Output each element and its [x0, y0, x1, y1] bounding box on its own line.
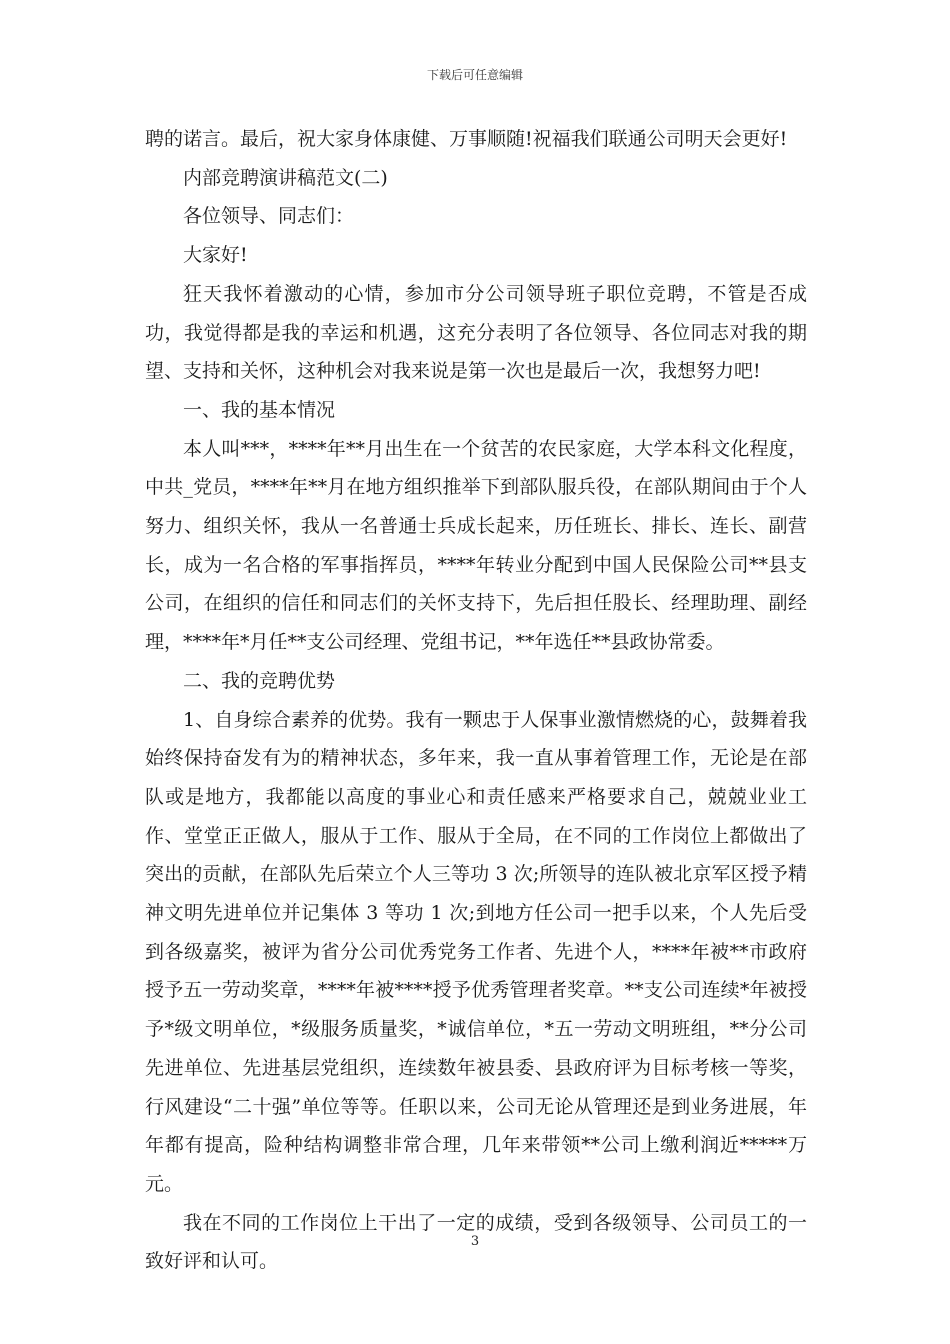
paragraph-conclusion: 我在不同的工作岗位上干出了一定的成绩，受到各级领导、公司员工的一致好评和认可。 [145, 1211, 807, 1273]
heading-basic-info: 一、我的基本情况 [183, 398, 336, 421]
paragraph-basic-info: 本人叫***，****年**月出生在一个贫苦的农民家庭，大学本科文化程度，中共_党员，****年**月在地方组织推举下到部队服兵役，在部队期间由于个人努力、组织关怀，我从一名普通士兵成长起来，历任班长、排长、连长、副营长，成为一名合格的军事指挥员，****年转业分配到中国人民保险公司**县支公司，在组织的信任和同志们的关怀支持下，先后担任股长、经理助理、副经理，****年*月任**支公司经理、党组书记，**年选任**县政协常委。 [145, 437, 807, 654]
greeting: 大家好! [183, 244, 248, 267]
page-header: 下载后可任意编辑 [426, 68, 523, 82]
page-number: 3 [470, 1234, 480, 1249]
document-body [145, 120, 807, 1281]
paragraph-advantage-1: 1、自身综合素养的优势。我有一颗忠于人保事业激情燃烧的心，鼓舞着我始终保持奋发有为的精神状态，多年来，我一直从事着管理工作，无论是在部队或是地方，我都能以高度的事业心和责任感来严格要求自己，兢兢业业工作、堂堂正正做人，服从于工作、服从于全局，在不同的工作岗位上都做出了突出的贡献，在部队先后荣立个人三等功 3 次;所领导的连队被北京军区授予精神文明先进单位并记集体 3 等功 1 次;到地方任公司一把手以来，个人先后受到各级嘉奖，被评为省分公司优秀党务工作者、先进个人，****年被**市政府授予五一劳动奖章，****年被****授予优秀管理者奖章。**支公司连续*年被授予*级文明单位，*级服务质量奖，*诚信单位，*五一劳动文明班组，**分公司先进单位、先进基层党组织，连续数年被县委、县政府评为目标考核一等奖，行风建设“二十强”单位等等。任职以来，公司无论从管理还是到业务进展，年年都有提高，险种结构调整非常合理，几年来带领**公司上缴利润近*****万元。 [145, 708, 807, 1195]
salutation: 各位领导、同志们： [183, 205, 355, 228]
paragraph-continuation: 聘的诺言。最后，祝大家身体康健、万事顺随!祝福我们联通公司明天会更好! [145, 128, 788, 150]
heading-advantages: 二、我的竞聘优势 [183, 669, 336, 692]
paragraph-intro: 狂天我怀着激动的心情，参加市分公司领导班子职位竞聘，不管是否成功，我觉得都是我的幸运和机遇，这充分表明了各位领导、各位同志对我的期望、支持和关怀，这种机会对我来说是第一次也是最后一次，我想努力吧! [145, 282, 807, 383]
section-title: 内部竞聘演讲稿范文(二) [183, 166, 388, 189]
